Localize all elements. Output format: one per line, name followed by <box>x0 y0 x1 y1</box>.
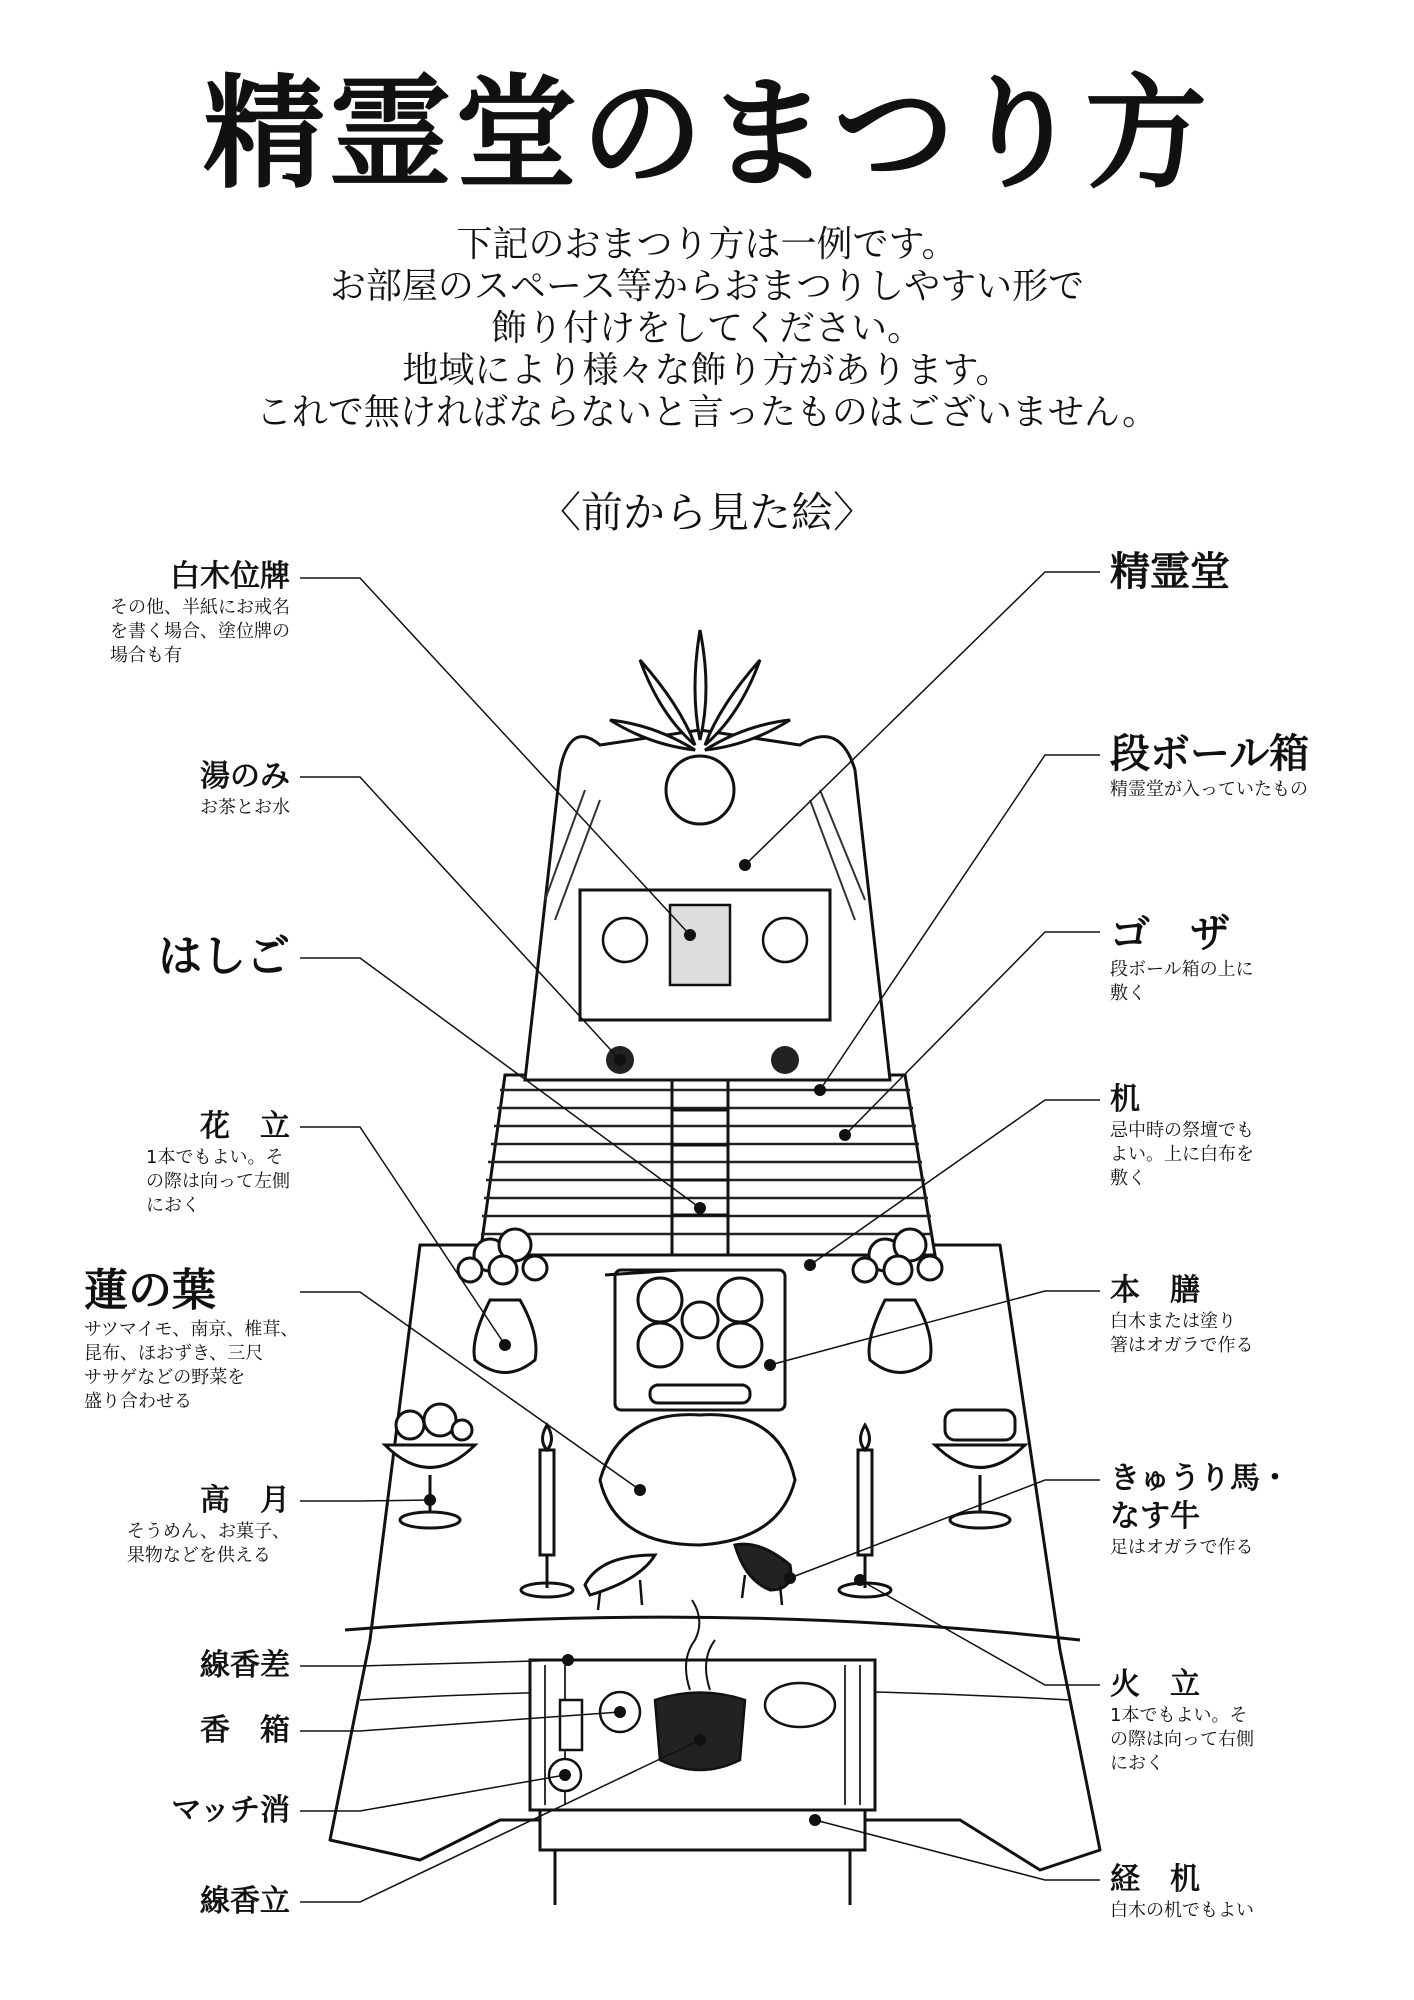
intro-line: 下記のおまつり方は一例です。 <box>456 224 958 265</box>
label-hitate <box>1110 1666 1254 1776</box>
label-senkou-tate <box>200 1883 290 1921</box>
label-title: 香 箱 <box>200 1713 290 1748</box>
ihai-tablet <box>670 905 730 985</box>
label-kou-bako <box>200 1712 290 1750</box>
label-desc <box>1110 1704 1254 1776</box>
label-title: 線香差 <box>200 1648 290 1683</box>
label-title: 白木位牌 <box>170 559 290 594</box>
label-title: 高 月 <box>200 1483 290 1518</box>
desc-line: 敷く <box>1110 983 1146 1004</box>
intro-line: 飾り付けをしてください。 <box>490 308 923 349</box>
label-desc: 精霊堂が入っていたもの <box>1110 779 1308 800</box>
desc-line: の際は向って左側 <box>146 1171 290 1192</box>
desc-line: サツマイモ、南京、椎茸、 <box>84 1319 299 1340</box>
label-title: 段ボール箱 <box>1110 731 1310 777</box>
label-takatsuki <box>127 1482 290 1568</box>
label-shiraki-ihai <box>110 558 290 668</box>
label-title: 花 立 <box>200 1109 290 1144</box>
yunomi-cup <box>771 1046 799 1074</box>
desc-line: 1本でもよい。そ <box>1110 1705 1248 1726</box>
label-title: 経 机 <box>1110 1862 1200 1897</box>
intro-line: お部屋のスペース等からおまつりしやすい形で <box>329 266 1085 307</box>
desc-line: におく <box>146 1195 200 1216</box>
desc-line: 果物などを供える <box>126 1545 271 1566</box>
label-seireido <box>1110 548 1230 596</box>
desc-line: よい。上に白布を <box>1110 1144 1254 1165</box>
label-title: ゴ ザ <box>1110 911 1230 957</box>
desc-line: 箸はオガラで作る <box>1110 1335 1254 1356</box>
label-hashigo <box>158 930 290 984</box>
label-desc <box>146 1146 290 1218</box>
label-kyouzukue <box>1110 1861 1254 1923</box>
label-hanatate <box>146 1108 290 1218</box>
label-honzen <box>1110 1272 1253 1358</box>
view-subtitle: 〈前から見た絵〉 <box>538 488 875 537</box>
label-desc <box>1110 1119 1254 1191</box>
label-title: はしご <box>158 931 290 982</box>
desc-line: 盛り合わせる <box>84 1391 192 1412</box>
label-hasu-no-ha <box>84 1264 298 1414</box>
label-tsukue <box>1110 1081 1254 1191</box>
desc-line: におく <box>1110 1753 1164 1774</box>
label-kyuuri-uma-nasu-ushi <box>1110 1460 1290 1560</box>
label-title: マッチ消 <box>171 1793 290 1828</box>
desc-line: そうめん、お菓子、 <box>126 1521 290 1542</box>
label-title: 火 立 <box>1110 1667 1200 1702</box>
desc-line: 1本でもよい。そ <box>146 1147 284 1168</box>
label-title: 湯のみ <box>200 759 290 794</box>
label-title: なす牛 <box>1110 1499 1200 1534</box>
label-desc: 白木の机でもよい <box>1110 1900 1254 1921</box>
desc-line: の際は向って右側 <box>1110 1729 1254 1750</box>
page-title: 精霊堂のまつり方 <box>203 61 1211 205</box>
desc-line: 場合も有 <box>110 645 182 666</box>
honzen-tray <box>605 1270 785 1410</box>
label-title: 机 <box>1110 1082 1140 1117</box>
desc-line: 忌中時の祭壇でも <box>1110 1120 1254 1141</box>
lotus-leaf <box>600 1415 795 1545</box>
label-title: 蓮の葉 <box>84 1265 216 1316</box>
label-desc: 足はオガラで作る <box>1110 1537 1254 1558</box>
label-title: 線香立 <box>200 1884 290 1919</box>
label-match-keshi <box>171 1792 290 1830</box>
cardboard-box <box>480 1075 935 1255</box>
incense-burner <box>655 1693 745 1771</box>
label-desc: お茶とお水 <box>200 797 290 818</box>
label-title: きゅうり馬・ <box>1110 1461 1290 1496</box>
label-goza <box>1110 910 1254 1006</box>
label-desc <box>1110 958 1254 1006</box>
label-senkou-sashi <box>200 1647 290 1685</box>
desc-line: 段ボール箱の上に <box>1110 959 1254 980</box>
label-desc <box>84 1318 298 1414</box>
label-title: 精霊堂 <box>1110 549 1230 595</box>
desc-line: 昆布、ほおずき、三尺 <box>84 1343 264 1364</box>
intro-line: これで無ければならないと言ったものはございません。 <box>255 392 1159 433</box>
intro-line: 地域により様々な飾り方があります。 <box>402 350 1012 391</box>
label-yunomi <box>200 758 290 820</box>
desc-line: 白木または塗り <box>1110 1311 1236 1332</box>
desc-line: を書く場合、塗位牌の <box>110 621 290 642</box>
desc-line: ササゲなどの野菜を <box>84 1367 246 1388</box>
label-desc <box>110 596 290 668</box>
incense-holder <box>560 1700 582 1750</box>
desc-line: その他、半紙にお戒名 <box>110 597 290 618</box>
label-danboru-bako <box>1110 730 1309 802</box>
label-desc <box>1110 1310 1253 1358</box>
label-title: 本 膳 <box>1110 1273 1200 1308</box>
label-desc <box>127 1520 290 1568</box>
desc-line: 敷く <box>1110 1168 1146 1189</box>
